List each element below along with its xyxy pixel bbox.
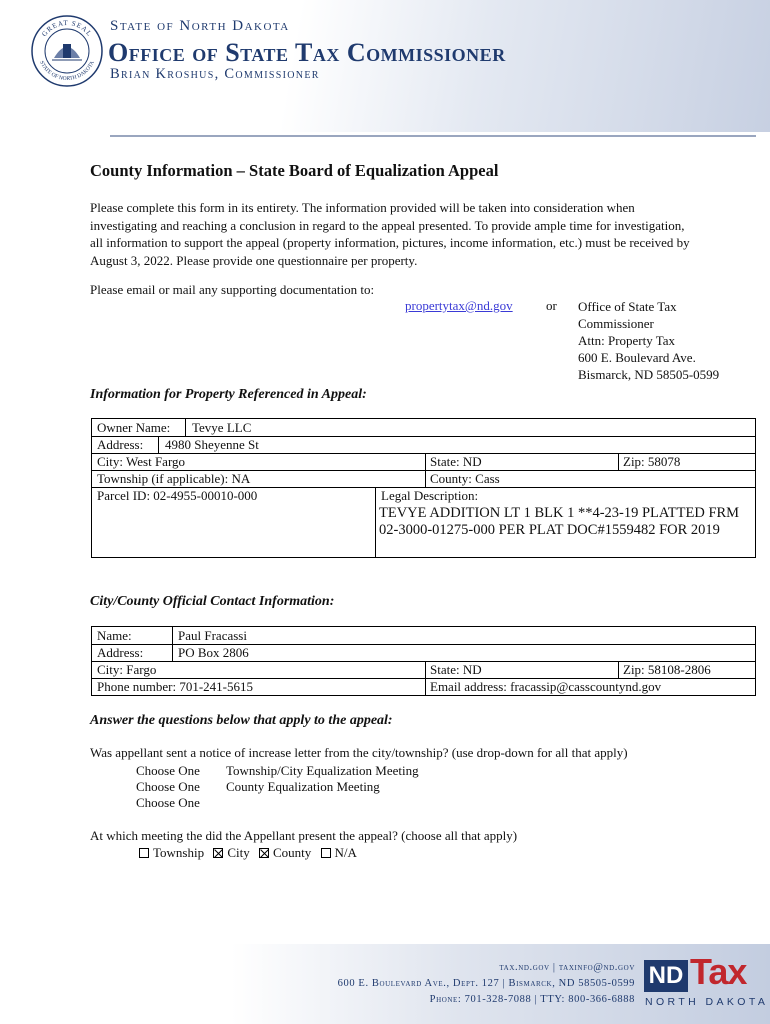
zip-field[interactable]: Zip: 58078 (623, 454, 681, 469)
county-checkbox[interactable] (259, 848, 269, 858)
city-option[interactable] (207, 845, 249, 860)
footer-phone: Phone: 701-328-7088 | TTY: 800-366-6888 (429, 994, 635, 1005)
or-text: or (546, 298, 557, 313)
seal-text-bottom: STATE OF NORTH DAKOTA (38, 60, 96, 83)
county-field[interactable]: County: Cass (430, 471, 500, 486)
official-email-field[interactable]: Email address: fracassip@casscountynd.gov (430, 679, 662, 694)
nd-logo-box: ND (644, 960, 688, 992)
na-option[interactable] (315, 845, 357, 860)
city-checkbox[interactable] (213, 848, 223, 858)
meeting-label: Township/City Equalization Meeting (226, 763, 419, 778)
na-option-label: N/A (334, 845, 357, 860)
tax-logo-word: Tax (690, 951, 747, 992)
letterhead-divider (110, 135, 756, 137)
legal-description[interactable]: TEVYE ADDITION LT 1 BLK 1 **4-23-19 PLATTED FRM 02-3000-01275-000 PER PLAT DOC#1559482 FOR 2019 (379, 505, 740, 538)
address-value[interactable]: 4980 Sheyenne St (165, 437, 259, 452)
meeting-options (133, 845, 357, 861)
parcel-field[interactable]: Parcel ID: 02-4955-00010-000 (97, 488, 258, 503)
official-heading: City/County Official Contact Information: (90, 594, 335, 609)
official-state-field[interactable]: State: ND (430, 662, 482, 677)
official-phone-field[interactable]: Phone number: 701-241-5615 (97, 679, 253, 694)
township-option-label: Township (153, 845, 205, 860)
email-link[interactable]: propertytax@nd.gov (405, 298, 513, 313)
meeting-label: County Equalization Meeting (226, 779, 380, 794)
county-option-label: County (273, 845, 312, 860)
letterhead-office: Office of State Tax Commissioner (108, 38, 506, 67)
city-field[interactable]: City: West Fargo (97, 454, 186, 469)
question-1: Was appellant sent a notice of increase letter from the city/township? (use drop-down for all that apply) (90, 745, 628, 760)
letterhead-state: State of North Dakota (110, 18, 290, 34)
township-checkbox[interactable] (139, 848, 149, 858)
state-seal-icon (30, 14, 104, 88)
official-city-field[interactable]: City: Fargo (97, 662, 157, 677)
send-instructions: Please email or mail any supporting documentation to: (90, 282, 375, 297)
logo-caption: NORTH DAKOTA (645, 996, 769, 1008)
mail-address-line: Office of State Tax (578, 299, 677, 314)
notice-dropdown[interactable]: Choose One (136, 795, 200, 810)
city-option-label: City (227, 845, 250, 860)
property-heading: Information for Property Referenced in Appeal: (90, 387, 367, 402)
form-title: County Information – State Board of Equalization Appeal (90, 161, 499, 180)
official-name-value[interactable]: Paul Fracassi (178, 628, 247, 643)
seal-text-top: GREAT SEAL (40, 18, 94, 39)
township-field[interactable]: Township (if applicable): NA (97, 471, 251, 486)
footer-web: tax.nd.gov | taxinfo@nd.gov (499, 962, 635, 973)
official-address-value[interactable]: PO Box 2806 (178, 645, 249, 660)
question-2: At which meeting the did the Appellant present the appeal? (choose all that apply) (90, 828, 518, 843)
township-option[interactable] (133, 845, 204, 860)
mail-address-line: Commissioner (578, 316, 654, 331)
na-checkbox[interactable] (321, 848, 331, 858)
state-field[interactable]: State: ND (430, 454, 482, 469)
official-table (91, 626, 756, 696)
official-name-label: Name: (97, 628, 132, 643)
mail-address-line: Bismarck, ND 58505-0599 (578, 367, 720, 382)
address-label: Address: (97, 437, 144, 452)
owner-value[interactable]: Tevye LLC (192, 420, 252, 435)
notice-dropdown[interactable]: Choose One (136, 779, 200, 794)
official-address-label: Address: (97, 645, 144, 660)
owner-label: Owner Name: (97, 420, 171, 435)
notice-dropdown[interactable]: Choose One (136, 763, 200, 778)
letterhead-commissioner: Brian Kroshus, Commissioner (110, 66, 320, 82)
mail-address-line: 600 E. Boulevard Ave. (578, 350, 696, 365)
mail-address (578, 298, 719, 383)
questions-heading: Answer the questions below that apply to the appeal: (90, 713, 393, 728)
property-table (91, 418, 756, 558)
county-option[interactable] (253, 845, 311, 860)
legal-label: Legal Description: (381, 488, 479, 503)
intro-paragraph: Please complete this form in its entirety. The information provided will be taken into consideration when investigating and reaching a conclusion in regard to the appeal presented. To provide ample time for investigation, all information to support the appeal (property information, pictures, income information, etc.) must be received by August 3, 2022. Please provide one questionnaire per property. (90, 200, 690, 268)
footer-address: 600 E. Boulevard Ave., Dept. 127 | Bismarck, ND 58505-0599 (337, 978, 635, 989)
official-zip-field[interactable]: Zip: 58108-2806 (623, 662, 711, 677)
mail-address-line: Attn: Property Tax (578, 333, 676, 348)
